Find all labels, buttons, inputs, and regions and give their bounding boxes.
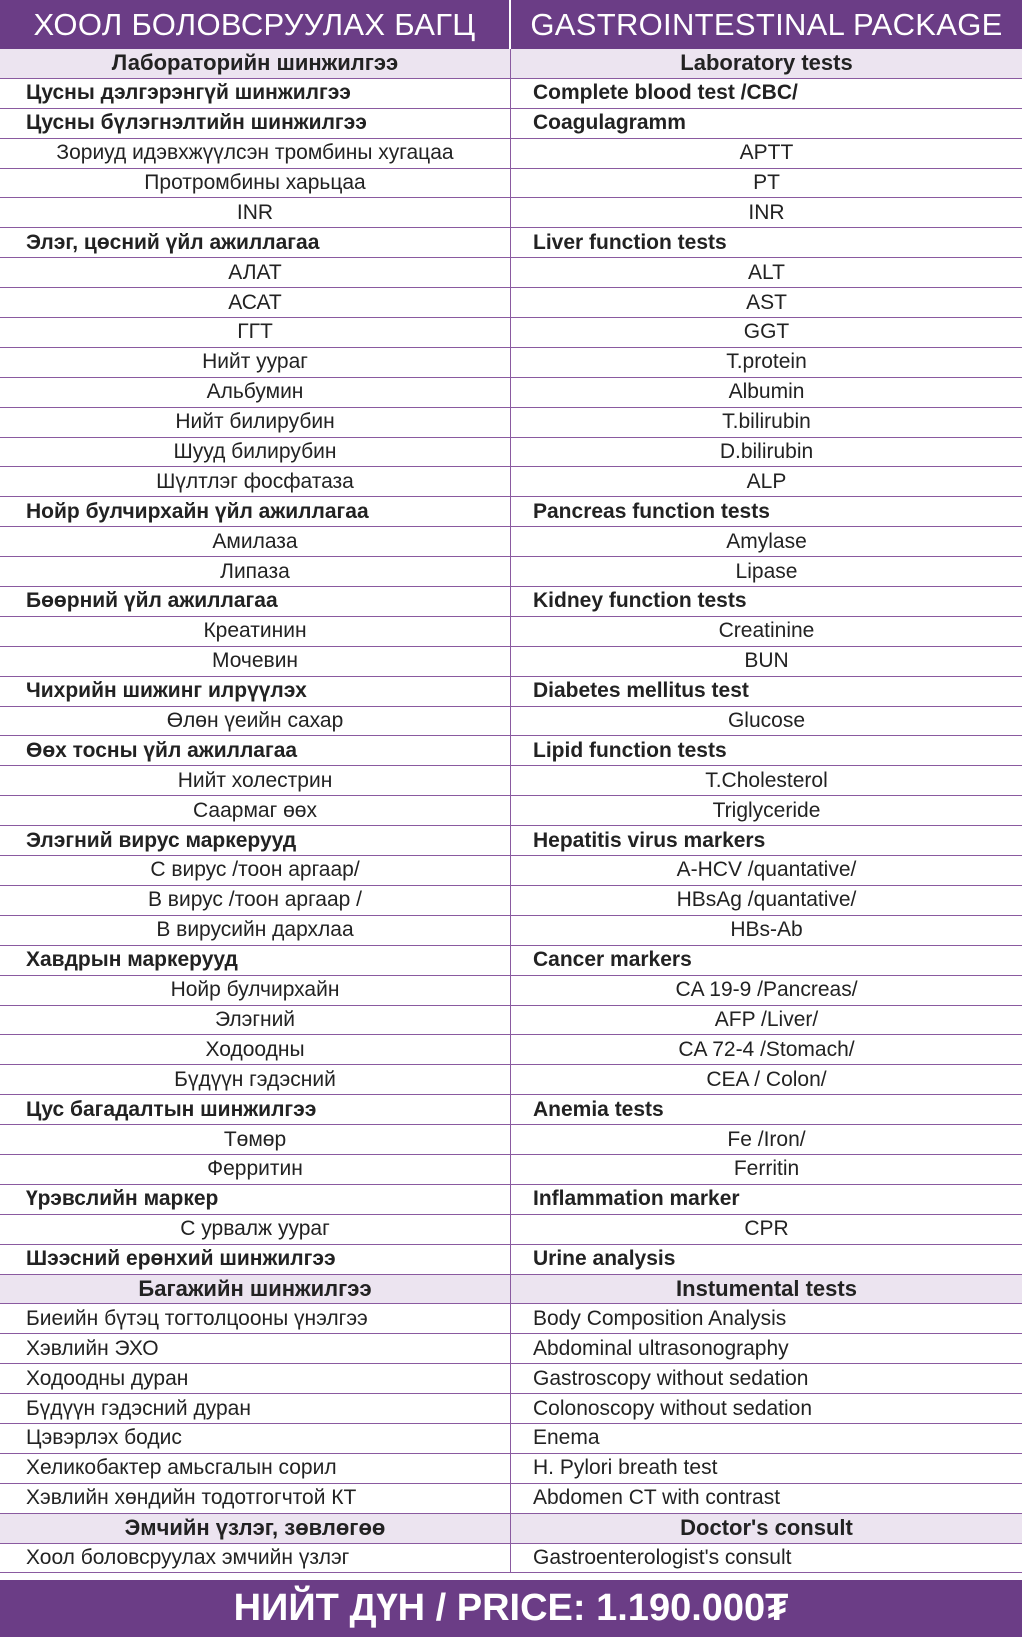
table-row xyxy=(0,1006,1022,1036)
cell-mongolian: Цусны бүлэгнэлтийн шинжилгээ xyxy=(0,109,511,138)
cell-english: Ferritin xyxy=(733,1157,800,1181)
cell-english: HBs-Ab xyxy=(730,918,803,942)
cell-mongolian: Хеликобактер амьсгалын сорил xyxy=(0,1454,511,1483)
table-row xyxy=(0,1035,1022,1065)
table-row xyxy=(0,1454,1022,1484)
table-header-row xyxy=(0,1514,1022,1544)
table-row xyxy=(0,438,1022,468)
cell-english: ALT xyxy=(748,260,785,284)
cell-mongolian: Өөх тосны үйл ажиллагаа xyxy=(0,736,511,765)
cell-mongolian: Саармаг өөх xyxy=(0,796,511,825)
cell-english: Cancer markers xyxy=(533,948,692,972)
table-row xyxy=(0,1334,1022,1364)
cell-english: A-HCV /quantative/ xyxy=(676,858,857,882)
table-row xyxy=(0,856,1022,886)
cell-mongolian: Хавдрын маркерууд xyxy=(0,946,511,975)
cell-mongolian: В вирусийн дархлаа xyxy=(0,916,511,945)
cell-english: Anemia tests xyxy=(533,1097,664,1121)
cell-mongolian: Төмөр xyxy=(0,1125,511,1154)
cell-mongolian: Ферритин xyxy=(0,1155,511,1184)
cell-english: Hepatitis virus markers xyxy=(533,828,766,852)
table-header-row xyxy=(0,1275,1022,1305)
cell-english: D.bilirubin xyxy=(719,440,814,464)
cell-mongolian: Эмчийн үзлэг, зөвлөгөө xyxy=(0,1514,511,1543)
cell-english: CPR xyxy=(744,1217,789,1241)
table-row xyxy=(0,1215,1022,1245)
cell-mongolian: С урвалж уураг xyxy=(0,1215,511,1244)
cell-english: Enema xyxy=(533,1426,600,1450)
table-row xyxy=(0,198,1022,228)
cell-mongolian: Нойр булчирхайн xyxy=(0,976,511,1005)
cell-english: Creatinine xyxy=(718,619,815,643)
cell-mongolian: Лабораторийн шинжилгээ xyxy=(0,49,511,78)
cell-english: Urine analysis xyxy=(533,1247,676,1271)
cell-english: Coagulagramm xyxy=(533,111,686,135)
cell-english: T.Cholesterol xyxy=(705,768,828,792)
cell-english: AFP /Liver/ xyxy=(714,1007,819,1031)
cell-english: Inflammation marker xyxy=(533,1187,740,1211)
cell-english: Glucose xyxy=(727,709,806,733)
cell-english: Gastroscopy without sedation xyxy=(533,1366,809,1390)
table-row xyxy=(0,318,1022,348)
cell-english: Doctor's consult xyxy=(680,1515,853,1541)
cell-mongolian: Зориуд идэвхжүүлсэн тромбины хугацаа xyxy=(0,139,511,168)
cell-english: Complete blood test /CBC/ xyxy=(533,81,798,105)
cell-mongolian: Ходоодны дуран xyxy=(0,1364,511,1393)
cell-mongolian: Амилаза xyxy=(0,527,511,556)
cell-mongolian: Цэвэрлэх бодис xyxy=(0,1424,511,1453)
cell-mongolian: Багажийн шинжилгээ xyxy=(0,1275,511,1304)
cell-english: BUN xyxy=(744,649,789,673)
table-row xyxy=(0,557,1022,587)
cell-mongolian: ГГТ xyxy=(0,318,511,347)
cell-mongolian: Чихрийн шижинг илрүүлэх xyxy=(0,677,511,706)
cell-english: Liver function tests xyxy=(533,230,727,254)
table-row xyxy=(0,707,1022,737)
cell-english: H. Pylori breath test xyxy=(533,1456,718,1480)
table-row xyxy=(0,916,1022,946)
table-section-row xyxy=(0,109,1022,139)
cell-english: Triglyceride xyxy=(712,798,821,822)
title-english: GASTROINTESTINAL PACKAGE xyxy=(530,6,1003,42)
cell-mongolian: Цус багадалтын шинжилгээ xyxy=(0,1095,511,1124)
cell-mongolian: Цусны дэлгэрэнгүй шинжилгээ xyxy=(0,79,511,108)
cell-english: Amylase xyxy=(726,529,807,553)
cell-english: Colonoscopy without sedation xyxy=(533,1396,813,1420)
cell-mongolian: Креатинин xyxy=(0,617,511,646)
table-section-row xyxy=(0,1095,1022,1125)
cell-english: HBsAg /quantative/ xyxy=(676,888,857,912)
cell-mongolian: INR xyxy=(0,198,511,227)
table-row xyxy=(0,258,1022,288)
table-header-row xyxy=(0,49,1022,79)
table-row xyxy=(0,527,1022,557)
cell-english: Lipid function tests xyxy=(533,738,727,762)
table-row xyxy=(0,1544,1022,1574)
table-section-row xyxy=(0,1185,1022,1215)
cell-mongolian: Элэгний вирус маркерууд xyxy=(0,826,511,855)
cell-mongolian: Нийт билирубин xyxy=(0,408,511,437)
table-section-row xyxy=(0,587,1022,617)
total-price: НИЙТ ДҮН / PRICE: 1.190.000₮ xyxy=(0,1580,1022,1637)
cell-english: GGT xyxy=(743,320,790,344)
table-row xyxy=(0,1125,1022,1155)
cell-english: Fe /Iron/ xyxy=(727,1127,806,1151)
table-row xyxy=(0,617,1022,647)
cell-english: Laboratory tests xyxy=(680,50,853,76)
cell-english: Pancreas function tests xyxy=(533,499,770,523)
table-row xyxy=(0,647,1022,677)
cell-english: APTT xyxy=(739,141,794,165)
cell-english: PT xyxy=(753,171,780,194)
cell-mongolian: В вирус /тоон аргаар / xyxy=(0,886,511,915)
cell-mongolian: Нойр булчирхайн үйл ажиллагаа xyxy=(0,497,511,526)
cell-english: INR xyxy=(748,200,785,224)
cell-mongolian: Липаза xyxy=(0,557,511,586)
cell-english: CA 72-4 /Stomach/ xyxy=(678,1037,855,1061)
cell-english: Abdomen CT with contrast xyxy=(533,1486,781,1510)
cell-english: T.protein xyxy=(726,350,807,374)
cell-mongolian: Мочевин xyxy=(0,647,511,676)
cell-mongolian: Нийт уураг xyxy=(0,348,511,377)
table-row xyxy=(0,1424,1022,1454)
table-row xyxy=(0,1304,1022,1334)
cell-mongolian: Биеийн бүтэц тогтолцооны үнэлгээ xyxy=(0,1304,511,1333)
title-mongolian: ХООЛ БОЛОВСРУУЛАХ БАГЦ xyxy=(0,0,511,49)
cell-mongolian: Хоол боловсруулах эмчийн үзлэг xyxy=(0,1544,511,1573)
table-row xyxy=(0,796,1022,826)
table-row xyxy=(0,1364,1022,1394)
package-title-bar xyxy=(0,0,1022,49)
cell-mongolian: Бүдүүн гэдэсний xyxy=(0,1065,511,1094)
cell-english: Albumin xyxy=(728,380,805,404)
cell-mongolian: Хэвлийн хөндийн тодотгогчтой КТ xyxy=(0,1484,511,1513)
table-row xyxy=(0,766,1022,796)
cell-mongolian: Бөөрний үйл ажиллагаа xyxy=(0,587,511,616)
cell-mongolian: Шээсний ерөнхий шинжилгээ xyxy=(0,1245,511,1274)
cell-mongolian: Альбумин xyxy=(0,378,511,407)
table-section-row xyxy=(0,1245,1022,1275)
table-section-row xyxy=(0,826,1022,856)
cell-english: CEA / Colon/ xyxy=(706,1067,827,1091)
table-row xyxy=(0,408,1022,438)
table-section-row xyxy=(0,228,1022,258)
cell-english: Body Composition Analysis xyxy=(533,1306,787,1330)
cell-mongolian: Үрэвслийн маркер xyxy=(0,1185,511,1214)
table-section-row xyxy=(0,946,1022,976)
table-section-row xyxy=(0,79,1022,109)
cell-mongolian: Ходоодны xyxy=(0,1035,511,1064)
table-row xyxy=(0,169,1022,199)
cell-mongolian: Хэвлийн ЭХО xyxy=(0,1334,511,1363)
table-row xyxy=(0,1155,1022,1185)
cell-english: Lipase xyxy=(735,559,798,583)
table-row xyxy=(0,1484,1022,1514)
cell-mongolian: Өлөн үеийн сахар xyxy=(0,707,511,736)
table-row xyxy=(0,1394,1022,1424)
cell-english: Gastroenterologist's consult xyxy=(533,1545,792,1569)
cell-english: Instumental tests xyxy=(676,1275,857,1301)
cell-english: Diabetes mellitus test xyxy=(533,679,749,703)
table-row xyxy=(0,976,1022,1006)
cell-mongolian: АСАТ xyxy=(0,288,511,317)
cell-mongolian: Элэгний xyxy=(0,1006,511,1035)
table-row xyxy=(0,378,1022,408)
cell-english: Abdominal ultrasonography xyxy=(533,1336,789,1360)
cell-english: ALP xyxy=(746,469,787,493)
table-row xyxy=(0,139,1022,169)
cell-mongolian: АЛАТ xyxy=(0,258,511,287)
table-row xyxy=(0,348,1022,378)
table-section-row xyxy=(0,736,1022,766)
table-row xyxy=(0,1065,1022,1095)
cell-english: CA 19-9 /Pancreas/ xyxy=(675,978,858,1002)
cell-english: AST xyxy=(746,290,787,314)
cell-mongolian: Бүдүүн гэдэсний дуран xyxy=(0,1394,511,1423)
cell-mongolian: Шүлтлэг фосфатаза xyxy=(0,467,511,496)
cell-english: Kidney function tests xyxy=(533,589,747,613)
table-section-row xyxy=(0,677,1022,707)
cell-mongolian: С вирус /тоон аргаар/ xyxy=(0,856,511,885)
table-row xyxy=(0,886,1022,916)
table-row xyxy=(0,467,1022,497)
table-section-row xyxy=(0,497,1022,527)
test-table xyxy=(0,49,1022,1573)
cell-mongolian: Протромбины харьцаа xyxy=(0,169,511,198)
table-row xyxy=(0,288,1022,318)
cell-mongolian: Нийт холестрин xyxy=(0,766,511,795)
cell-mongolian: Шууд билирубин xyxy=(0,438,511,467)
cell-english: T.bilirubin xyxy=(722,410,811,434)
cell-mongolian: Элэг, цөсний үйл ажиллагаа xyxy=(0,228,511,257)
